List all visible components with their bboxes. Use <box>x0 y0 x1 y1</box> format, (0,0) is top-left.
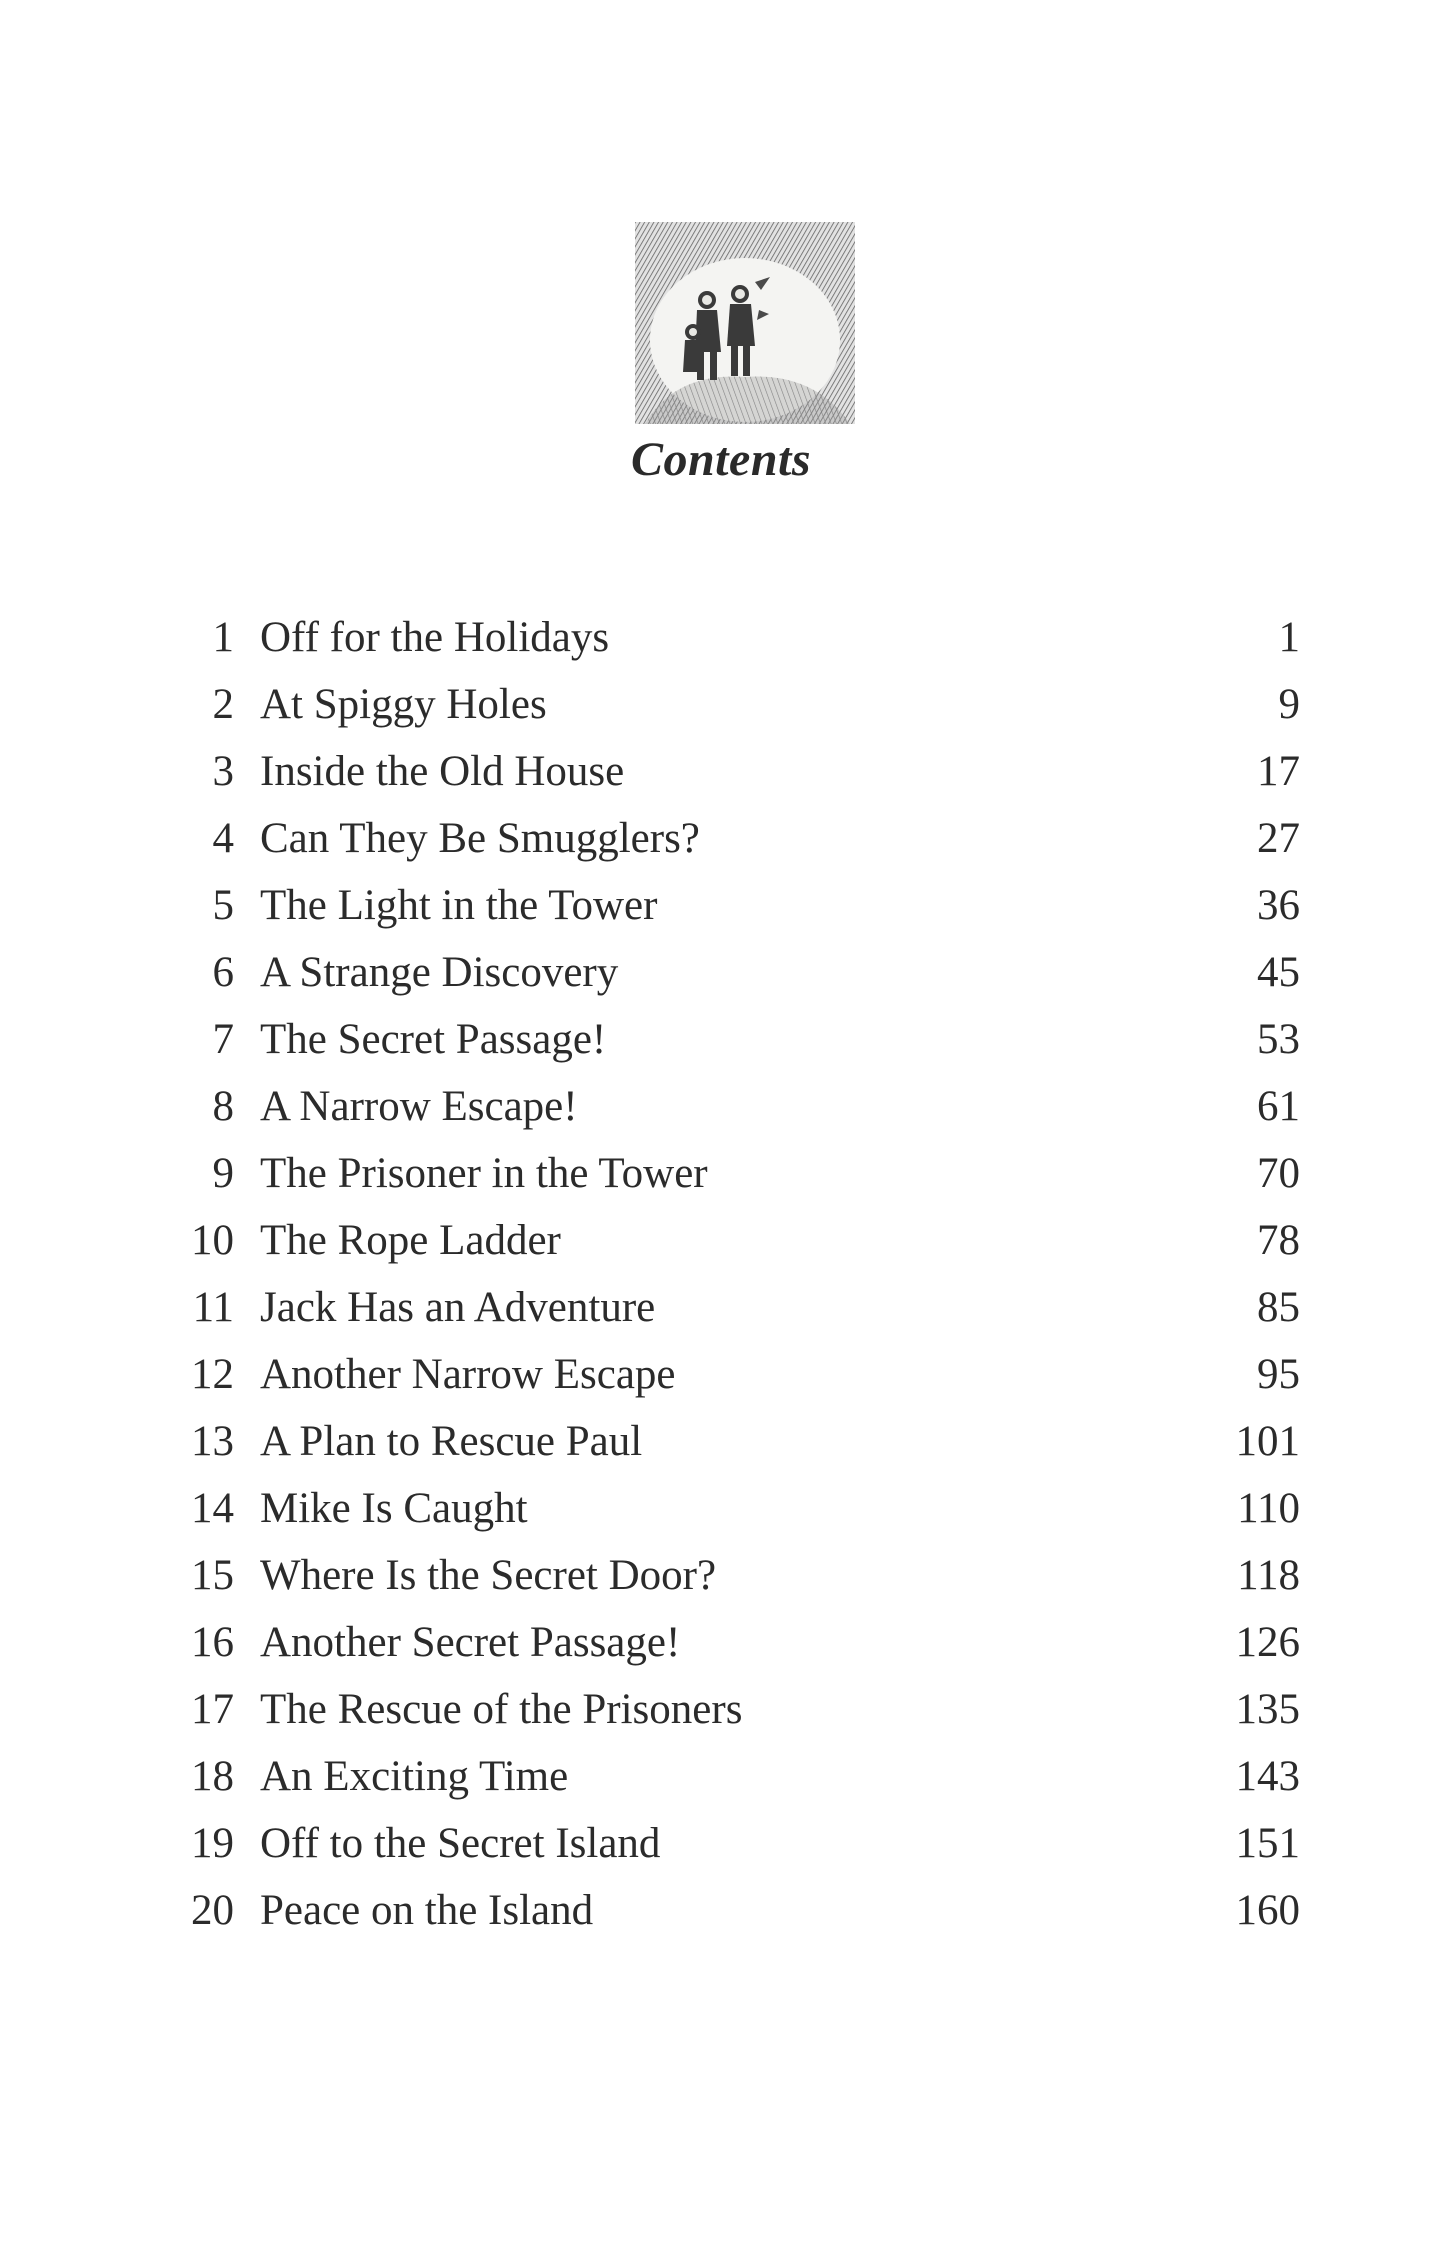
chapter-title: Jack Has an Adventure <box>260 1284 656 1331</box>
chapter-title: A Strange Discovery <box>260 949 619 996</box>
toc-entry <box>0 939 1442 1006</box>
chapter-number: 10 <box>191 1217 234 1264</box>
chapter-title: Mike Is Caught <box>260 1485 528 1532</box>
toc-entry <box>0 738 1442 805</box>
chapter-title: At Spiggy Holes <box>260 681 547 728</box>
toc-entry <box>0 604 1442 671</box>
toc-entry <box>0 872 1442 939</box>
chapter-title: A Plan to Rescue Paul <box>260 1418 643 1465</box>
page-number: 78 <box>1257 1217 1300 1264</box>
chapter-title: The Rope Ladder <box>260 1217 561 1264</box>
page-number: 126 <box>1235 1619 1300 1666</box>
page-number: 70 <box>1257 1150 1300 1197</box>
chapter-number: 19 <box>191 1820 234 1867</box>
chapter-number: 16 <box>191 1619 234 1666</box>
chapter-title: An Exciting Time <box>260 1753 569 1800</box>
chapter-title: The Prisoner in the Tower <box>260 1150 708 1197</box>
toc-entry <box>0 1006 1442 1073</box>
chapter-number: 2 <box>212 681 234 728</box>
page-number: 160 <box>1235 1887 1300 1934</box>
toc-entry <box>0 1810 1442 1877</box>
toc-entry <box>0 1475 1442 1542</box>
page-number: 9 <box>1278 681 1300 728</box>
page-number: 95 <box>1257 1351 1300 1398</box>
page-number: 61 <box>1257 1083 1300 1130</box>
chapter-title: Another Narrow Escape <box>260 1351 676 1398</box>
toc-entry <box>0 1676 1442 1743</box>
page-number: 118 <box>1237 1552 1300 1599</box>
chapter-number: 6 <box>212 949 234 996</box>
chapter-title: Off for the Holidays <box>260 614 610 661</box>
page-number: 53 <box>1257 1016 1300 1063</box>
chapter-number: 18 <box>191 1753 234 1800</box>
chapter-title: Inside the Old House <box>260 748 625 795</box>
chapter-title: Where Is the Secret Door? <box>260 1552 717 1599</box>
chapter-title: Peace on the Island <box>260 1887 594 1934</box>
chapter-number: 12 <box>191 1351 234 1398</box>
toc-entry <box>0 1609 1442 1676</box>
chapter-number: 14 <box>191 1485 234 1532</box>
chapter-number: 15 <box>191 1552 234 1599</box>
table-of-contents <box>0 604 1442 1944</box>
chapter-title: The Rescue of the Prisoners <box>260 1686 743 1733</box>
chapter-number: 3 <box>212 748 234 795</box>
page-title: Contents <box>630 433 812 486</box>
page-number: 45 <box>1257 949 1300 996</box>
page-number: 101 <box>1235 1418 1300 1465</box>
page-number: 143 <box>1235 1753 1300 1800</box>
page-number: 36 <box>1257 882 1300 929</box>
page-number: 1 <box>1278 614 1300 661</box>
toc-entry <box>0 1542 1442 1609</box>
chapter-title: The Light in the Tower <box>260 882 658 929</box>
page-number: 17 <box>1257 748 1300 795</box>
chapter-title: A Narrow Escape! <box>260 1083 578 1130</box>
toc-entry <box>0 1877 1442 1944</box>
chapter-title: Can They Be Smugglers? <box>260 815 700 862</box>
chapter-number: 1 <box>212 614 234 661</box>
page-number: 110 <box>1237 1485 1300 1532</box>
toc-entry <box>0 1207 1442 1274</box>
chapter-number: 5 <box>212 882 234 929</box>
page-number: 85 <box>1257 1284 1300 1331</box>
chapter-number: 4 <box>212 815 234 862</box>
chapter-number: 17 <box>191 1686 234 1733</box>
toc-entry <box>0 1341 1442 1408</box>
toc-entry <box>0 1743 1442 1810</box>
chapter-number: 8 <box>212 1083 234 1130</box>
chapter-number: 9 <box>212 1150 234 1197</box>
chapter-number: 13 <box>191 1418 234 1465</box>
chapter-number: 20 <box>191 1887 234 1934</box>
chapter-number: 11 <box>192 1284 234 1331</box>
page-number: 151 <box>1235 1820 1300 1867</box>
toc-entry <box>0 671 1442 738</box>
toc-entry <box>0 805 1442 872</box>
page-number: 27 <box>1257 815 1300 862</box>
chapter-title: Another Secret Passage! <box>260 1619 681 1666</box>
toc-entry <box>0 1073 1442 1140</box>
chapter-title: Off to the Secret Island <box>260 1820 661 1867</box>
page-number: 135 <box>1235 1686 1300 1733</box>
chapter-illustration <box>635 222 855 424</box>
toc-entry <box>0 1140 1442 1207</box>
toc-entry <box>0 1274 1442 1341</box>
toc-entry <box>0 1408 1442 1475</box>
chapter-number: 7 <box>212 1016 234 1063</box>
chapter-title: The Secret Passage! <box>260 1016 607 1063</box>
